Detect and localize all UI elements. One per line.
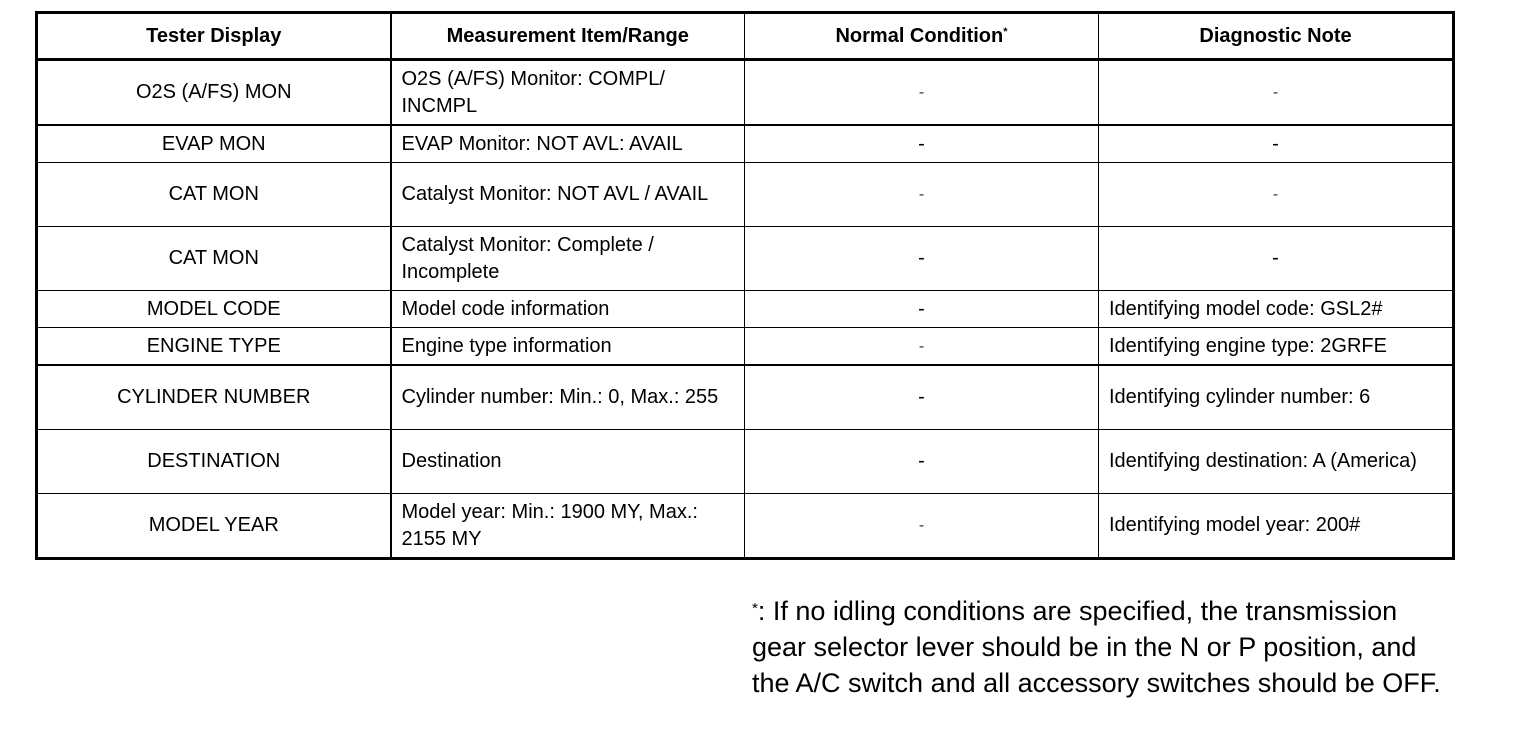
cell-tester-display: CAT MON (37, 163, 391, 227)
cell-normal-condition: - (745, 227, 1099, 291)
cell-measurement: Cylinder number: Min.: 0, Max.: 255 (391, 365, 745, 430)
cell-normal-condition: - (745, 125, 1099, 163)
table-row (37, 163, 1454, 227)
header-measurement-item: Measurement Item/Range (391, 13, 745, 60)
cell-measurement: Engine type information (391, 328, 745, 366)
cell-normal-condition: - (745, 163, 1099, 227)
cell-measurement: Catalyst Monitor: NOT AVL / AVAIL (391, 163, 745, 227)
table-row (37, 494, 1454, 559)
footnote-mark: * (1003, 25, 1008, 38)
table-row (37, 227, 1454, 291)
cell-tester-display: CYLINDER NUMBER (37, 365, 391, 430)
header-tester-display: Tester Display (37, 13, 391, 60)
footnote-mark: * (752, 600, 758, 617)
cell-diagnostic-note: - (1099, 163, 1454, 227)
cell-measurement: O2S (A/FS) Monitor: COMPL/ INCMPL (391, 60, 745, 126)
cell-diagnostic-note: - (1099, 227, 1454, 291)
cell-tester-display: MODEL CODE (37, 291, 391, 328)
cell-tester-display: DESTINATION (37, 430, 391, 494)
footnote-text: : If no idling conditions are specified, the transmission gear selector lever should be in the N or P position, and the A/C switch and all accessory switches should be OFF. (752, 596, 1441, 698)
cell-diagnostic-note: Identifying cylinder number: 6 (1099, 365, 1454, 430)
cell-measurement: Catalyst Monitor: Complete / Incomplete (391, 227, 745, 291)
cell-measurement: Model code information (391, 291, 745, 328)
data-list-table (35, 11, 1455, 560)
cell-diagnostic-note: Identifying model year: 200# (1099, 494, 1454, 559)
cell-measurement: EVAP Monitor: NOT AVL: AVAIL (391, 125, 745, 163)
table-row (37, 291, 1454, 328)
cell-normal-condition: - (745, 365, 1099, 430)
table-header (37, 13, 1454, 60)
cell-tester-display: ENGINE TYPE (37, 328, 391, 366)
cell-diagnostic-note: - (1099, 60, 1454, 126)
cell-diagnostic-note: Identifying model code: GSL2# (1099, 291, 1454, 328)
cell-normal-condition: - (745, 494, 1099, 559)
table-row (37, 328, 1454, 366)
cell-measurement: Model year: Min.: 1900 MY, Max.: 2155 MY (391, 494, 745, 559)
cell-tester-display: CAT MON (37, 227, 391, 291)
cell-measurement: Destination (391, 430, 745, 494)
cell-diagnostic-note: Identifying engine type: 2GRFE (1099, 328, 1454, 366)
header-normal-condition (745, 13, 1099, 60)
cell-tester-display: O2S (A/FS) MON (37, 60, 391, 126)
cell-diagnostic-note: Identifying destination: A (America) (1099, 430, 1454, 494)
table-row (37, 60, 1454, 126)
cell-tester-display: MODEL YEAR (37, 494, 391, 559)
header-row (37, 13, 1454, 60)
cell-normal-condition: - (745, 291, 1099, 328)
table-row (37, 365, 1454, 430)
table-body (37, 60, 1454, 559)
cell-tester-display: EVAP MON (37, 125, 391, 163)
cell-normal-condition: - (745, 60, 1099, 126)
table-row (37, 430, 1454, 494)
idling-footnote (752, 593, 1452, 701)
table-row (37, 125, 1454, 163)
cell-normal-condition: - (745, 430, 1099, 494)
cell-normal-condition: - (745, 328, 1099, 366)
cell-diagnostic-note: - (1099, 125, 1454, 163)
header-diagnostic-note: Diagnostic Note (1099, 13, 1454, 60)
header-normal-condition-label: Normal Condition (835, 24, 1004, 47)
